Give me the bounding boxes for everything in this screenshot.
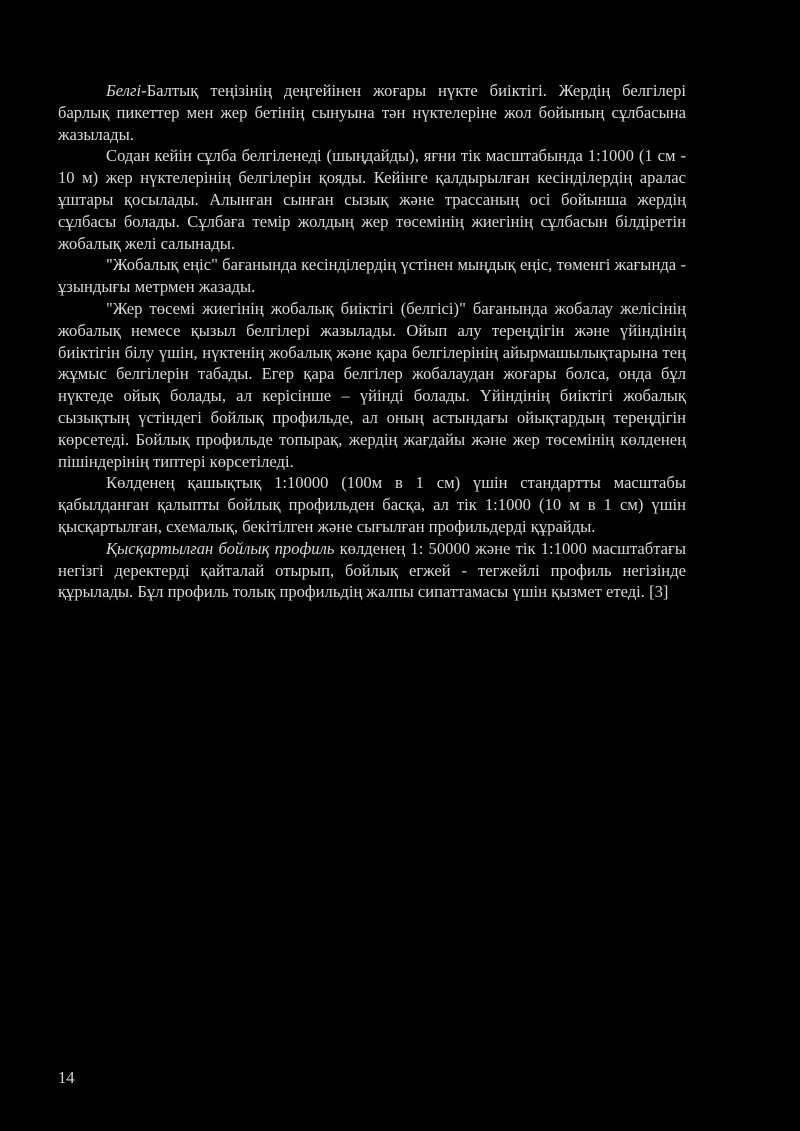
paragraph-5 bbox=[58, 472, 686, 537]
paragraph-6 bbox=[58, 538, 686, 603]
italic-term: Белгі bbox=[106, 81, 142, 100]
italic-term: Қысқартылған бойлық профиль bbox=[106, 538, 335, 558]
page-number: 14 bbox=[58, 1068, 75, 1087]
body-text bbox=[58, 80, 686, 603]
paragraph-1 bbox=[58, 80, 686, 145]
paragraph-text: "Жобалық еңіс" бағанында кесінділердің үстінен мыңдық еңіс, төменгі жағында - ұзындығы метрмен жазады. bbox=[58, 255, 686, 297]
paragraph-3 bbox=[58, 254, 686, 298]
paragraph-text: Көлденең қашықтық 1:10000 (100м в 1 см) үшін стандартты масштабы қабылданған қалыпты бойлық профильден басқа, ал тік 1:1000 (10 м в 1 см) үшін қысқартылған, схемалық, бекітілген және сығылған профильдерді құрайды. bbox=[58, 473, 686, 536]
paragraph-4 bbox=[58, 298, 686, 472]
paragraph-2 bbox=[58, 145, 686, 254]
paragraph-text: көлденең 1: 50000 және тік 1:1000 масштабтағы негізгі деректерді қайталай отырып, бойлық егжей - тегжейлі профиль негізінде құрылады. Бұл профиль толық профильдің жалпы сипаттамасы үшін қызмет етеді. [3] bbox=[58, 538, 686, 602]
paragraph-text: "Жер төсемі жиегінің жобалық биіктігі (белгісі)" бағанында жобалау желісінің жобалық немесе қызыл белгілері жазылады. Ойып алу тереңдігін және үйіндінің биіктігін білу үшін, нүктенің жобалық және қара белгілерінің айырмашылықтарына тең жұмыс белгілерін табады. Егер қара белгілер жобалаудан жоғары болса, онда бұл нүктеде ойық болады, ал керісінше – үйінді болады. Үйіндінің биіктігі жобалық сызықтың үстіндегі бойлық профильде, ал оның астындағы ойықтардың тереңдігін көрсетеді. Бойлық профильде топырақ, жердің жағдайы және жер төсемінің көлденең пішіндерінің типтері көрсетіледі. bbox=[58, 298, 686, 471]
paragraph-text: -Балтық теңізінің деңгейінен жоғары нүкте биіктігі. Жердің белгілері барлық пикеттер мен жер бетінің сынуына тән нүктелеріне жол бойының сұлбасына жазылады. bbox=[58, 81, 686, 144]
paragraph-text: Содан кейін сұлба белгіленеді (шыңдайды), яғни тік масштабында 1:1000 (1 см - 10 м) жер нүктелерінің белгілерін қояды. Кейінге қалдырылған кесінділердің аралас ұштары қосылады. Алынған сынған сызық және трассаның осі бойынша жердің сұлбасы болады. Сұлбаға темір жолдың жер төсемінің жиегінің сұлбасын білдіретін жобалық желі салынады. bbox=[58, 146, 686, 253]
